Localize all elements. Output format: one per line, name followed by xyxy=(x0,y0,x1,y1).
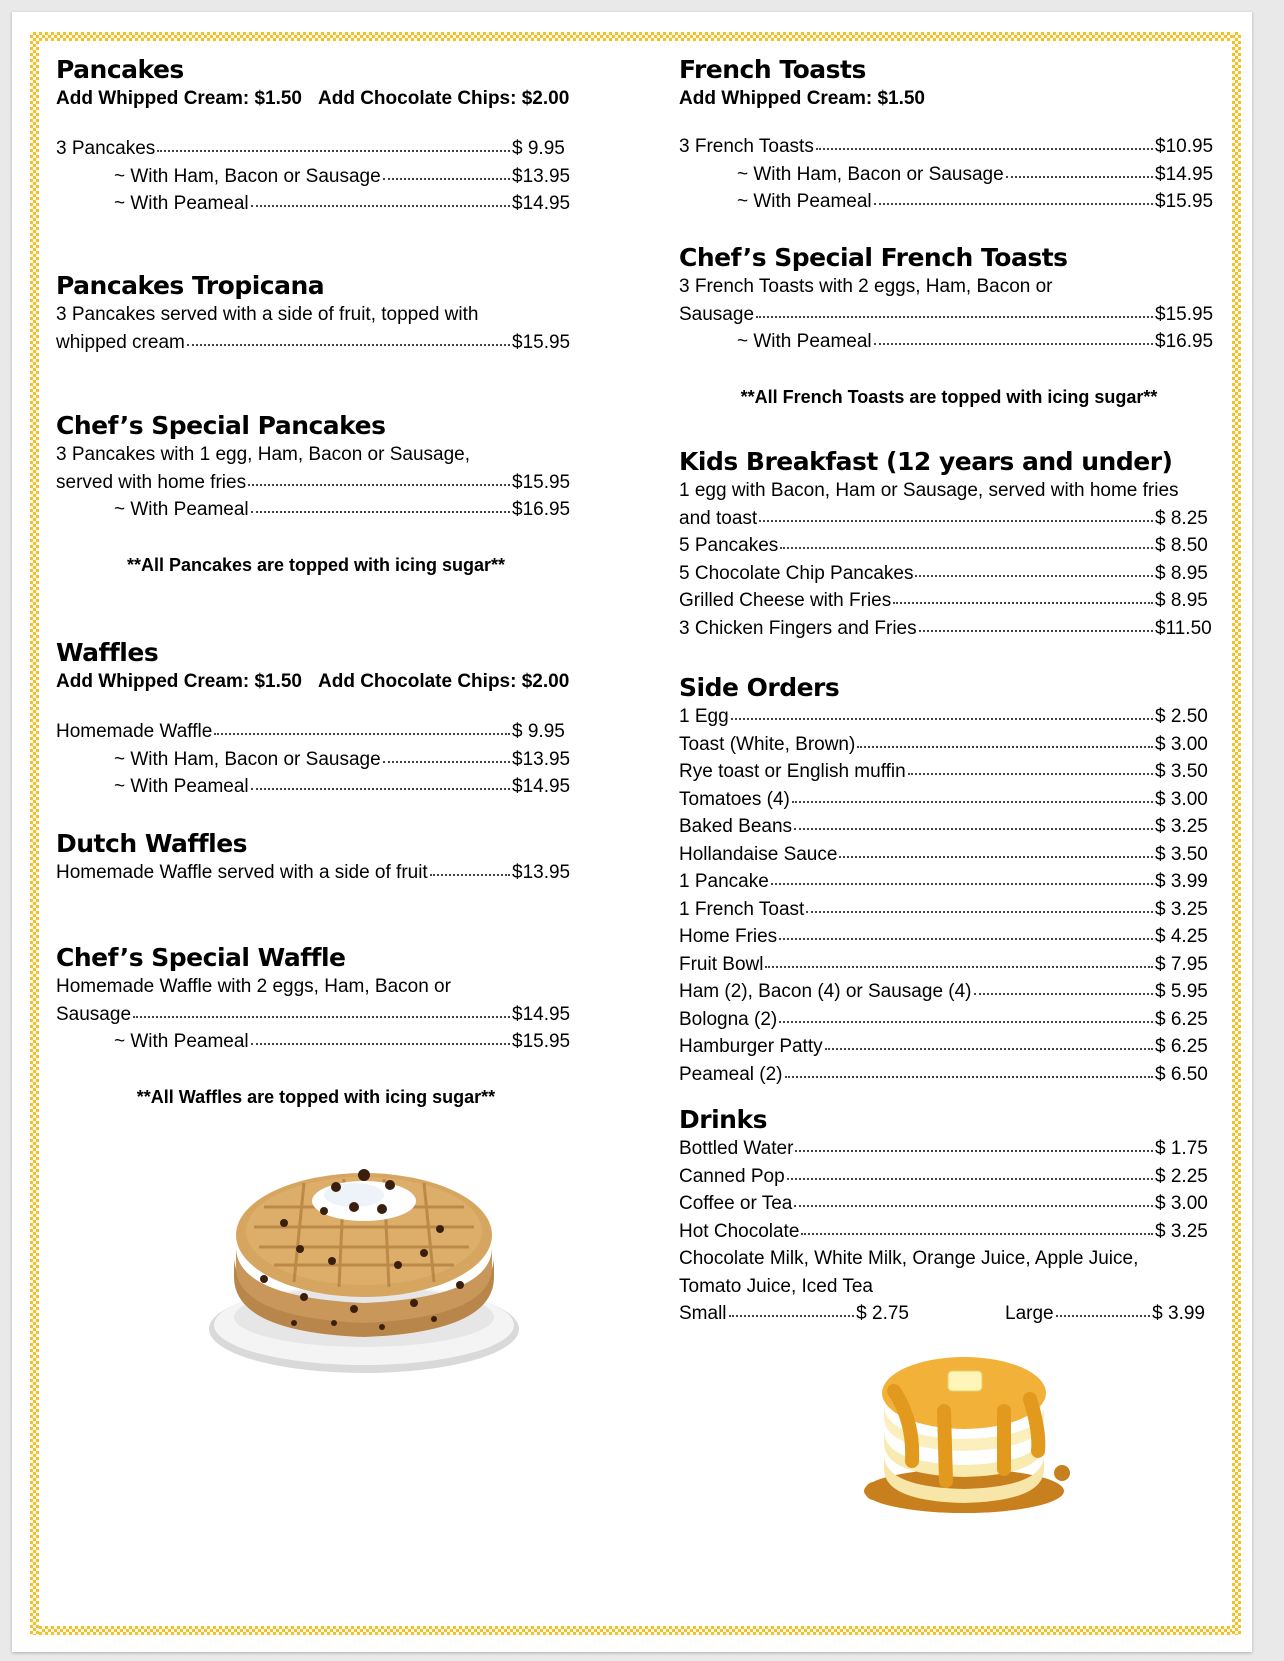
item-label: 1 French Toast xyxy=(679,898,805,920)
juice-sizes xyxy=(679,1300,1219,1328)
section-pancakes-tropicana xyxy=(56,271,576,356)
item-price: $ 9.95 xyxy=(512,138,565,159)
dot-leader xyxy=(792,788,1153,802)
item-label: ~ With Peameal xyxy=(114,499,249,520)
item-label: Bologna (2) xyxy=(679,1008,778,1030)
item-price: $ 9.95 xyxy=(512,721,565,742)
item-price: $14.95 xyxy=(1155,163,1214,185)
item-description: 1 egg with Bacon, Ham or Sausage, served with home fries xyxy=(679,480,1179,501)
waffle-stack-illustration xyxy=(204,1157,524,1377)
item-price: $ 3.25 xyxy=(1155,1220,1208,1242)
item-label: Tomatoes (4) xyxy=(679,788,790,810)
item-price: $ 3.99 xyxy=(1155,871,1208,892)
item-label: Ham (2), Bacon (4) or Sausage (4) xyxy=(679,981,972,1002)
addon-chocolate-chips: Add Chocolate Chips: $2.00 xyxy=(318,671,570,692)
item-label: Home Fries xyxy=(679,926,778,947)
section-title: Chef’s Special Waffle xyxy=(56,943,346,972)
menu-item xyxy=(679,133,1219,161)
section-pancakes xyxy=(56,55,576,218)
item-price: $13.95 xyxy=(512,862,571,883)
dot-leader xyxy=(251,1031,510,1045)
menu-item xyxy=(679,978,1219,1006)
addon-whipped-cream: Add Whipped Cream: $1.50 xyxy=(679,88,925,109)
item-label: Sausage xyxy=(679,303,755,325)
item-description: 3 French Toasts with 2 eggs, Ham, Bacon or xyxy=(679,276,1053,297)
item-list xyxy=(679,505,1219,643)
item-list xyxy=(56,718,576,801)
item-label: 1 Pancake xyxy=(679,871,769,892)
addon-whipped-cream: Add Whipped Cream: $1.50 xyxy=(56,88,302,109)
dot-leader xyxy=(756,303,1153,317)
menu-item xyxy=(679,1190,1219,1218)
item-label: Toast (White, Brown) xyxy=(679,733,856,755)
item-label: Hot Chocolate xyxy=(679,1220,800,1242)
menu-item xyxy=(679,1033,1219,1061)
item-price: $ 6.50 xyxy=(1155,1063,1208,1085)
section-title: Drinks xyxy=(679,1105,767,1134)
dot-leader xyxy=(839,843,1153,857)
item-label: ~ With Peameal xyxy=(114,193,249,214)
item-list xyxy=(56,135,576,218)
item-label: ~ With Peameal xyxy=(114,1031,249,1052)
item-price: $ 5.95 xyxy=(1155,981,1208,1002)
dot-leader xyxy=(157,138,510,152)
size-label: Large xyxy=(1005,1303,1054,1324)
menu-page xyxy=(12,12,1252,1652)
item-price: $ 2.25 xyxy=(1155,1165,1208,1187)
item-price: $ 8.95 xyxy=(1155,562,1208,584)
menu-item xyxy=(679,328,1219,356)
section-title: Chef’s Special French Toasts xyxy=(679,243,1068,272)
addon-chocolate-chips: Add Chocolate Chips: $2.00 xyxy=(318,88,570,109)
item-label: Coffee or Tea xyxy=(679,1193,793,1214)
menu-item xyxy=(679,615,1219,643)
item-label: Grilled Cheese with Fries xyxy=(679,590,892,611)
menu-item xyxy=(679,951,1219,979)
item-price: $ 3.25 xyxy=(1155,898,1208,920)
juice-list-line2: Tomato Juice, Iced Tea xyxy=(679,1275,873,1297)
section-dutch-waffles xyxy=(56,829,576,887)
item-label: Sausage xyxy=(56,1003,132,1025)
item-label: 3 Chicken Fingers and Fries xyxy=(679,617,917,639)
item-label: ~ With Ham, Bacon or Sausage xyxy=(114,165,381,187)
dot-leader xyxy=(801,1220,1153,1234)
menu-item xyxy=(679,587,1219,615)
item-price: $13.95 xyxy=(512,748,571,770)
menu-item xyxy=(679,813,1219,841)
menu-content xyxy=(39,41,1232,1626)
dot-leader xyxy=(806,898,1153,912)
dot-leader xyxy=(779,926,1153,940)
item-list xyxy=(679,703,1219,1088)
menu-item xyxy=(56,496,576,524)
dot-leader xyxy=(1006,163,1153,177)
item-price: $ 3.50 xyxy=(1155,843,1208,865)
item-label: served with home fries xyxy=(56,471,247,493)
pancake-stack-illustration xyxy=(854,1351,1084,1526)
dot-leader xyxy=(794,1193,1153,1207)
item-label: Homemade Waffle xyxy=(56,721,213,742)
dot-leader xyxy=(795,1138,1153,1152)
menu-item xyxy=(56,746,576,774)
section-title: Pancakes xyxy=(56,55,184,84)
item-price: $14.95 xyxy=(512,776,571,797)
dot-leader xyxy=(187,331,510,345)
menu-item xyxy=(56,718,576,746)
section-title: Side Orders xyxy=(679,673,840,702)
icing-sugar-note: **All Pancakes are topped with icing sugar** xyxy=(126,554,506,575)
section-chef-special-french-toasts xyxy=(679,243,1219,411)
menu-item xyxy=(679,868,1219,896)
dot-leader xyxy=(765,953,1153,967)
dot-leader xyxy=(874,331,1153,345)
dot-leader xyxy=(874,191,1153,205)
menu-item xyxy=(679,1163,1219,1191)
section-title: Kids Breakfast (12 years and under) xyxy=(679,447,1173,476)
dot-leader xyxy=(383,165,510,179)
menu-item xyxy=(679,532,1219,560)
size-small xyxy=(679,1300,909,1328)
menu-item xyxy=(679,1061,1219,1089)
item-label: ~ With Peameal xyxy=(114,776,249,797)
item-price: $16.95 xyxy=(1155,331,1214,352)
item-price: $ 7.95 xyxy=(1155,953,1208,975)
dot-leader xyxy=(133,1003,510,1017)
menu-item xyxy=(679,1135,1219,1163)
item-description: Homemade Waffle with 2 eggs, Ham, Bacon or xyxy=(56,976,451,997)
dot-leader xyxy=(780,535,1153,549)
item-description: 3 Pancakes with 1 egg, Ham, Bacon or Sausage, xyxy=(56,444,471,465)
dot-leader xyxy=(251,499,510,513)
item-label: whipped cream xyxy=(56,331,185,353)
addons xyxy=(56,668,576,696)
dot-leader xyxy=(251,193,510,207)
size-price: $ 2.75 xyxy=(856,1303,909,1324)
item-label: Bottled Water xyxy=(679,1138,794,1159)
size-label: Small xyxy=(679,1303,727,1324)
item-label: 3 French Toasts xyxy=(679,136,814,157)
dot-leader xyxy=(974,981,1153,995)
section-title: Waffles xyxy=(56,638,159,667)
dot-leader xyxy=(825,1036,1153,1050)
item-price: $ 3.00 xyxy=(1155,1193,1208,1214)
size-price: $ 3.99 xyxy=(1152,1303,1205,1324)
item-label: Hamburger Patty xyxy=(679,1036,823,1057)
dot-leader xyxy=(779,1008,1153,1022)
dot-leader xyxy=(785,1063,1154,1077)
menu-item xyxy=(56,163,576,191)
item-price: $ 3.00 xyxy=(1155,733,1208,755)
item-label: Hollandaise Sauce xyxy=(679,843,838,865)
item-list xyxy=(679,1135,1219,1245)
section-title: Chef’s Special Pancakes xyxy=(56,411,386,440)
item-label: and toast xyxy=(679,507,758,529)
item-price: $11.50 xyxy=(1155,617,1212,639)
dot-leader xyxy=(919,617,1153,631)
menu-item xyxy=(679,1218,1219,1246)
section-waffles xyxy=(56,638,576,801)
dot-leader xyxy=(857,733,1153,747)
item-label: 5 Pancakes xyxy=(679,535,779,556)
menu-item xyxy=(56,329,576,357)
dot-leader xyxy=(759,507,1153,521)
item-label: 5 Chocolate Chip Pancakes xyxy=(679,562,914,584)
menu-item xyxy=(679,758,1219,786)
section-drinks xyxy=(679,1105,1219,1328)
section-title: French Toasts xyxy=(679,55,866,84)
icing-sugar-note: **All Waffles are topped with icing sugar** xyxy=(136,1086,496,1107)
menu-item xyxy=(56,469,576,497)
dot-leader xyxy=(771,871,1153,885)
item-price: $ 3.00 xyxy=(1155,788,1208,810)
menu-item xyxy=(679,161,1219,189)
menu-item xyxy=(679,703,1219,731)
dot-leader xyxy=(731,706,1153,720)
dot-leader xyxy=(248,471,510,485)
section-french-toasts xyxy=(679,55,1219,216)
item-price: $ 6.25 xyxy=(1155,1008,1208,1030)
item-price: $16.95 xyxy=(512,499,571,520)
item-price: $10.95 xyxy=(1155,136,1214,157)
menu-item xyxy=(679,560,1219,588)
item-price: $15.95 xyxy=(1155,303,1214,325)
item-label: Canned Pop xyxy=(679,1165,785,1187)
addons xyxy=(56,85,576,113)
item-label: ~ With Ham, Bacon or Sausage xyxy=(737,163,1004,185)
section-title: Pancakes Tropicana xyxy=(56,271,325,300)
menu-item xyxy=(56,190,576,218)
item-price: $ 6.25 xyxy=(1155,1036,1208,1057)
item-price: $14.95 xyxy=(512,193,571,214)
item-label: Rye toast or English muffin xyxy=(679,761,906,782)
menu-item xyxy=(679,896,1219,924)
item-description: 3 Pancakes served with a side of fruit, topped with xyxy=(56,304,479,325)
menu-item xyxy=(56,859,576,887)
item-label: Peameal (2) xyxy=(679,1063,783,1085)
menu-item xyxy=(56,1001,576,1029)
size-large xyxy=(1005,1300,1205,1328)
item-label: ~ With Peameal xyxy=(737,331,872,352)
dot-leader xyxy=(816,136,1153,150)
item-price: $ 1.75 xyxy=(1155,1138,1208,1159)
menu-item xyxy=(679,841,1219,869)
menu-item xyxy=(679,731,1219,759)
section-side-orders xyxy=(679,673,1219,1088)
item-label: Baked Beans xyxy=(679,816,793,837)
item-label: ~ With Peameal xyxy=(737,191,872,212)
checker-border-right xyxy=(1232,32,1241,1635)
menu-item xyxy=(679,505,1219,533)
item-price: $15.95 xyxy=(512,471,571,493)
item-label: 3 Pancakes xyxy=(56,138,156,159)
dot-leader xyxy=(430,862,510,876)
item-price: $15.95 xyxy=(512,331,571,353)
juice-list-line1: Chocolate Milk, White Milk, Orange Juice, Apple Juice, xyxy=(679,1248,1139,1269)
item-price: $ 3.25 xyxy=(1155,816,1208,837)
dot-leader xyxy=(893,590,1153,604)
dot-leader xyxy=(794,816,1153,830)
item-price: $13.95 xyxy=(512,165,571,187)
dot-leader xyxy=(1056,1303,1151,1317)
section-kids-breakfast xyxy=(679,447,1219,642)
dot-leader xyxy=(908,761,1153,775)
menu-item xyxy=(679,1006,1219,1034)
item-label: 1 Egg xyxy=(679,706,729,727)
item-price: $ 8.25 xyxy=(1155,507,1208,529)
addon-whipped-cream: Add Whipped Cream: $1.50 xyxy=(56,671,302,692)
item-price: $14.95 xyxy=(512,1003,571,1025)
icing-sugar-note: **All French Toasts are topped with icing sugar** xyxy=(740,386,1158,407)
menu-item xyxy=(679,188,1219,216)
item-price: $ 8.50 xyxy=(1155,535,1208,556)
dot-leader xyxy=(787,1165,1153,1179)
item-price: $ 4.25 xyxy=(1155,926,1208,947)
dot-leader xyxy=(383,748,510,762)
item-price: $ 8.95 xyxy=(1155,590,1208,611)
dot-leader xyxy=(251,776,510,790)
menu-item xyxy=(679,786,1219,814)
item-price: $ 2.50 xyxy=(1155,706,1208,727)
menu-item xyxy=(56,773,576,801)
section-chef-special-waffle xyxy=(56,943,576,1111)
menu-item xyxy=(56,135,576,163)
section-title: Dutch Waffles xyxy=(56,829,248,858)
checker-border-left xyxy=(30,32,39,1635)
dot-leader xyxy=(214,721,510,735)
dot-leader xyxy=(915,562,1153,576)
checker-border-top xyxy=(30,32,1241,41)
item-price: $15.95 xyxy=(512,1031,571,1052)
item-label: Fruit Bowl xyxy=(679,953,764,975)
item-price: $ 3.50 xyxy=(1155,761,1208,782)
menu-item xyxy=(679,301,1219,329)
item-label: ~ With Ham, Bacon or Sausage xyxy=(114,748,381,770)
item-label: Homemade Waffle served with a side of fruit xyxy=(56,862,428,883)
menu-item xyxy=(679,923,1219,951)
item-price: $15.95 xyxy=(1155,191,1214,212)
checker-border-bottom xyxy=(30,1626,1241,1635)
menu-item xyxy=(56,1028,576,1056)
dot-leader xyxy=(729,1303,855,1317)
section-chef-special-pancakes xyxy=(56,411,576,579)
item-list xyxy=(679,133,1219,216)
